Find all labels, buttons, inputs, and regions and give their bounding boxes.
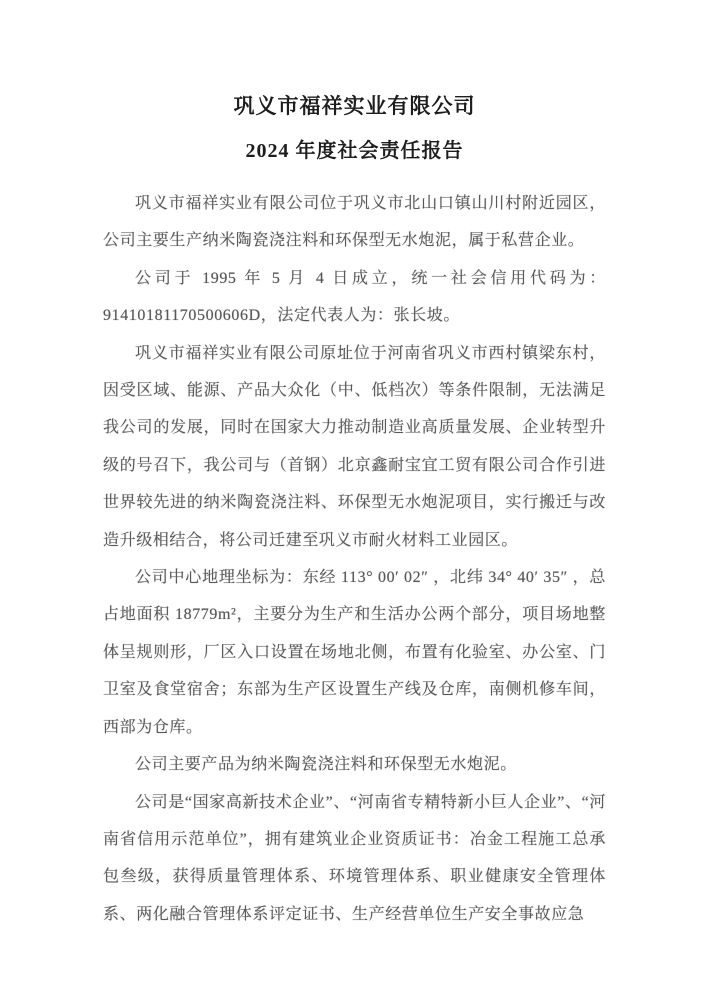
paragraph-relocation-history: 巩义市福祥实业有限公司原址位于河南省巩义市西村镇梁东村，因受区域、能源、产品大众化（中、低档次）等条件限制，无法满足我公司的发展，同时在国家大力推动制造业高质量发展、企业转型升级的号召下，我公司与（首钢）北京鑫耐宝宜工贸有限公司合作引进世界较先进的纳米陶瓷浇注料、环保型无水炮泥项目，实行搬迁与改造升级相结合，将公司迁建至巩义市耐火材料工业园区。 [103,344,606,549]
paragraph-site-layout: 公司中心地理坐标为：东经 113° 00′ 02″ ，北纬 34° 40′ 35″ ，总占地面积 18779m²，主要分为生产和生活办公两个部分，项目场地整体呈规则形，厂区入口设置在场地北侧，布置有化验室、办公室、门卫室及食堂宿舍；东部为生产区设置生产线及仓库，南侧机修车间，西部为仓库。 [103,569,606,736]
document-content [103,90,606,933]
paragraph-certifications: 公司是“国家高新技术企业”、“河南省专精特新小巨人企业”、“河南省信用示范单位”，拥有建筑业企业资质证书：冶金工程施工总承包叁级，获得质量管理体系、环境管理体系、职业健康安全管理体系、两化融合管理体系评定证书、生产经营单位生产安全事故应急 [103,793,606,923]
paragraph-main-products: 公司主要产品为纳米陶瓷浇注料和环保型无水炮泥。 [135,756,517,774]
report-title: 巩义市福祥实业有限公司 [233,94,476,118]
report-subtitle: 2024 年度社会责任报告 [245,140,464,162]
report-body [103,185,606,933]
paragraph-company-location: 巩义市福祥实业有限公司位于巩义市北山口镇山川村附近园区，公司主要生产纳米陶瓷浇注料和环保型无水炮泥，属于私营企业。 [103,195,606,250]
paragraph-registration-info: 公司于 1995 年 5 月 4 日成立，统一社会信用代码为：91410181170500606D，法定代表人为：张长坡。 [103,269,606,325]
